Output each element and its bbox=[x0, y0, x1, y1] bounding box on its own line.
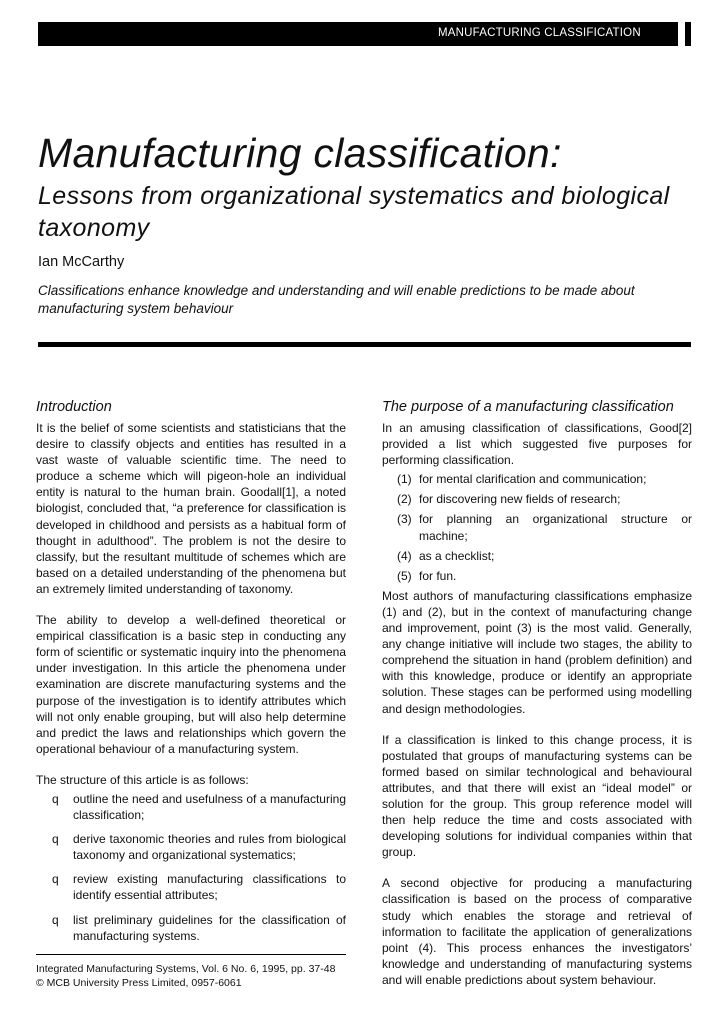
list-item-number: (2) bbox=[397, 492, 412, 507]
article-subtitle: Lessons from organizational systematics and biological taxonomy bbox=[38, 182, 670, 242]
running-title: MANUFACTURING CLASSIFICATION bbox=[438, 27, 641, 39]
purpose-paragraph-1: In an amusing classification of classifications, Good[2] provided a list which suggested five purposes for performing classification. bbox=[382, 421, 692, 468]
list-item-text: as a checklist; bbox=[419, 548, 495, 563]
bullet-glyph: q bbox=[52, 791, 59, 806]
list-item-number: (4) bbox=[397, 548, 412, 563]
bullet-glyph: q bbox=[52, 912, 59, 927]
footnote-rule bbox=[36, 954, 346, 955]
list-item-text: review existing manufacturing classifications to identify essential attributes; bbox=[73, 872, 346, 903]
list-item-text: for planning an organizational structure or machine; bbox=[419, 512, 692, 543]
purpose-paragraph-2: Most authors of manufacturing classifications emphasize (1) and (2), but in the context of manufacturing change and improvement, point (3) is the most valid. Generally, any change initiative will include two stages, the ability to comprehend the situation in hand (problem definition) and with this knowledge, produce or identify an appropriate solution. These stages can be performed using modelling and design methodologies. bbox=[382, 588, 692, 716]
list-item-text: for mental clarification and communication; bbox=[419, 472, 647, 487]
right-column bbox=[382, 398, 692, 1003]
introduction-paragraph-1: It is the belief of some scientists and statisticians that the desire to classify objects and entities has resulted in a vast waste of valuable scientific time. The need to produce a scheme which will pigeon-hole an individual entity is natural to the human brain. Goodall[1], a noted biologist, concluded that, “a preference for classification is developed in childhood and persists as a habitual form of thought in adulthood”. The problem is not the desire to classify, but the resultant multitude of schemes which are based on a detailed understanding of the phenomena but an extremely limited understanding of taxonomy. bbox=[36, 421, 346, 596]
footnote-citation: Integrated Manufacturing Systems, Vol. 6 No. 6, 1995, pp. 37-48 bbox=[36, 963, 336, 975]
list-item bbox=[382, 548, 692, 564]
list-item bbox=[382, 511, 692, 543]
list-item bbox=[36, 912, 346, 944]
introduction-paragraph-3: The structure of this article is as follows: bbox=[36, 772, 249, 787]
bullet-glyph: q bbox=[52, 872, 59, 887]
structure-list bbox=[36, 791, 346, 944]
introduction-heading: Introduction bbox=[36, 399, 112, 415]
list-item-number: (3) bbox=[397, 512, 412, 527]
list-item-number: (1) bbox=[397, 472, 412, 487]
list-item-text: outline the need and usefulness of a manufacturing classification; bbox=[73, 791, 346, 823]
list-item-text: derive taxonomic theories and rules from biological taxonomy and organizational systematics; bbox=[73, 832, 346, 863]
purpose-paragraph-3: If a classification is linked to this change process, it is postulated that groups of manufacturing systems can be formed based on similar technological and behavioural attributes, and that there will exist an “ideal model” or solution for the group. This group reference model will then help reduce the time and costs associated with developing solutions for individual companies within that group. bbox=[382, 732, 692, 860]
bullet-glyph: q bbox=[52, 832, 59, 847]
purpose-heading: The purpose of a manufacturing classification bbox=[382, 399, 674, 415]
running-header bbox=[38, 22, 720, 46]
list-item bbox=[36, 791, 346, 823]
author-name: Ian McCarthy bbox=[38, 254, 125, 270]
list-item bbox=[382, 471, 692, 487]
list-item-text: for discovering new fields of research; bbox=[419, 492, 621, 507]
list-item bbox=[36, 831, 346, 863]
list-item bbox=[382, 568, 692, 584]
purpose-paragraph-4: A second objective for producing a manufacturing classification is based on the process of comparative study which enables the storage and retrieval of information to facilitate the application of generalizations point (4). This process enhances the investigators’ knowledge and understanding of manufacturing systems and will enable predictions about system behaviour. bbox=[382, 876, 692, 987]
list-item bbox=[382, 491, 692, 507]
section-divider bbox=[38, 342, 691, 347]
list-item bbox=[36, 871, 346, 903]
purposes-list bbox=[382, 471, 692, 584]
abstract: Classifications enhance knowledge and understanding and will enable predictions to be made about manufacturing system behaviour bbox=[38, 283, 635, 316]
list-item-text: list preliminary guidelines for the classification of manufacturing systems. bbox=[73, 912, 346, 943]
left-column bbox=[36, 398, 346, 952]
article-title: Manufacturing classification: bbox=[38, 130, 562, 176]
footnote bbox=[36, 962, 335, 990]
footnote-copyright: © MCB University Press Limited, 0957-6061 bbox=[36, 977, 242, 989]
list-item-number: (5) bbox=[397, 568, 412, 583]
header-divider bbox=[678, 22, 685, 46]
page-number: 37 bbox=[706, 27, 720, 41]
introduction-paragraph-2: The ability to develop a well-defined theoretical or empirical classification is a basic step in conducting any form of scientific or systematic inquiry into the phenomena under investigation. In this article the phenomena under examination are discrete manufacturing systems and the purpose of the investigation is to identify attributes which will not only enable grouping, but will also help determine and predict the laws and relationships which govern the operational behaviour of a manufacturing system. bbox=[36, 613, 346, 756]
list-item-text: for fun. bbox=[419, 568, 457, 583]
